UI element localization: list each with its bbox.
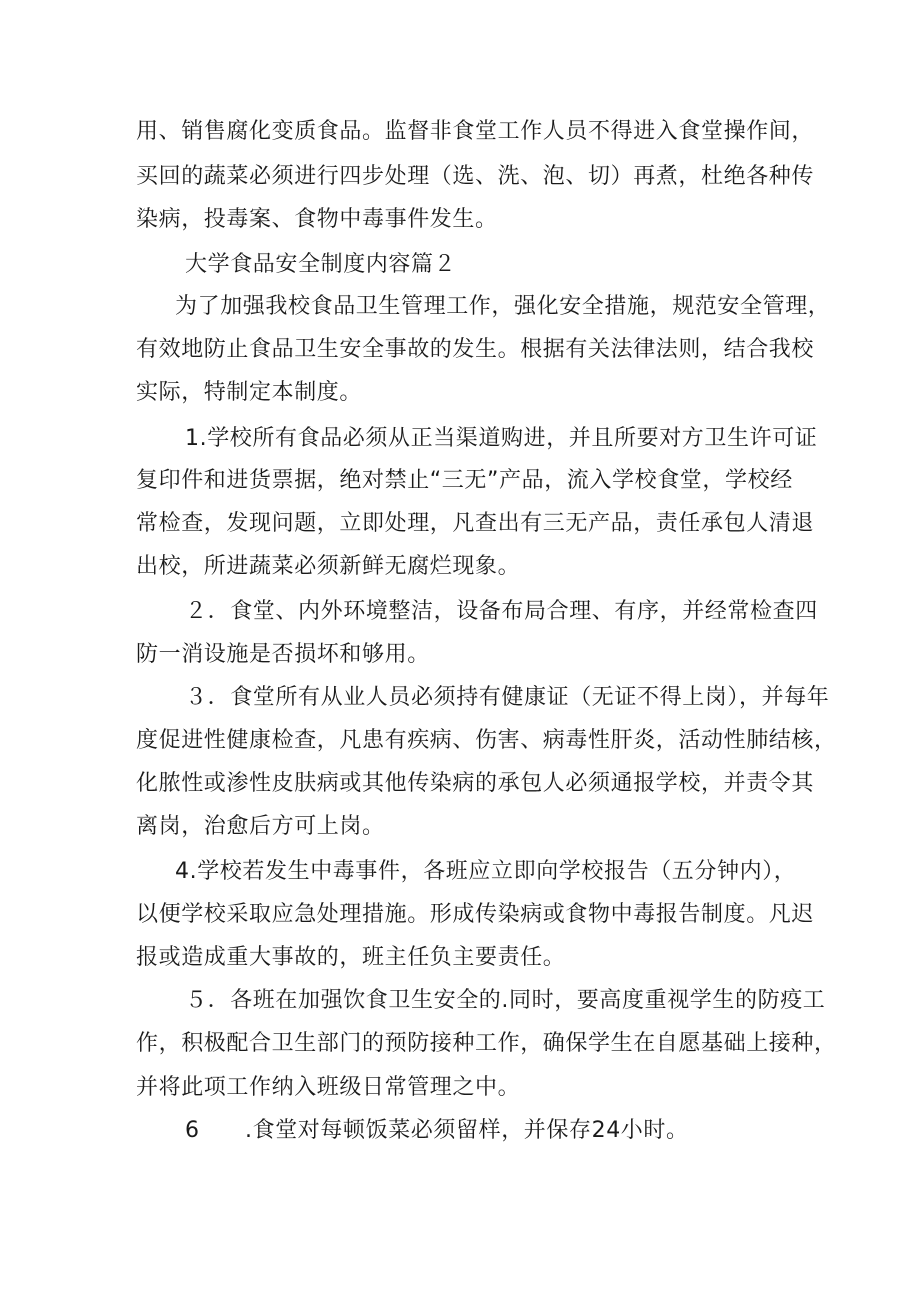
- list-item-line: 复印件和进货票据，绝对禁止“三无”产品，流入学校食堂，学校经: [136, 468, 793, 493]
- list-item-line: ５．各班在加强饮食卫生安全的.同时，要高度重视学生的防疫工: [185, 988, 826, 1013]
- list-item-line: ３．食堂所有从业人员必须持有健康证（无证不得上岗），并每年: [185, 685, 830, 710]
- list-item-line: 离岗，治愈后方可上岗。: [136, 814, 385, 839]
- list-item-line: ２．食堂、内外环境整洁，设备布局合理、有序，并经常检查四: [185, 599, 818, 624]
- list-item-line: 化脓性或渗性皮肤病或其他传染病的承包人必须通报学校，并责令其: [136, 771, 815, 796]
- list-item-line: 1.学校所有食品必须从正当渠道购进，并且所要对方卫生许可证: [185, 426, 818, 451]
- list-item-line: 度促进性健康检查，凡患有疾病、伤害、病毒性肝炎，活动性肺结核，: [136, 728, 837, 753]
- list-item-number: 6: [185, 1118, 200, 1143]
- section-heading: 大学食品安全制度内容篇２: [185, 252, 457, 277]
- paragraph-line: 染病，投毒案、食物中毒事件发生。: [136, 207, 498, 232]
- paragraph-line: 为了加强我校食品卫生管理工作，强化安全措施，规范安全管理，: [175, 294, 831, 319]
- paragraph-line: 买回的蔬菜必须进行四步处理（选、洗、泡、切）再煮，杜绝各种传: [136, 164, 815, 189]
- list-item-line: 作，积极配合卫生部门的预防接种工作，确保学生在自愿基础上接种，: [136, 1031, 837, 1056]
- paragraph-line: 实际，特制定本制度。: [136, 380, 363, 405]
- list-item-line: 出校，所进蔬菜必须新鲜无腐烂现象。: [136, 554, 521, 579]
- list-item-line: 常检查，发现问题，立即处理，凡查出有三无产品，责任承包人清退: [136, 511, 815, 536]
- list-item-line: .食堂对每顿饭菜必须留样，并保存24小时。: [245, 1118, 689, 1143]
- list-item-line: 防一消设施是否损坏和够用。: [136, 642, 430, 667]
- paragraph-line: 有效地防止食品卫生安全事故的发生。根据有关法律法则，结合我校: [136, 337, 815, 362]
- list-item-line: 报或造成重大事故的，班主任负主要责任。: [136, 945, 566, 970]
- list-item-line: 并将此项工作纳入班级日常管理之中。: [136, 1075, 521, 1100]
- list-item-line: 以便学校采取应急处理措施。形成传染病或食物中毒报告制度。凡迟: [136, 902, 815, 927]
- list-item-line: 4.学校若发生中毒事件，各班应立即向学校报告（五分钟内），: [175, 859, 797, 884]
- paragraph-line: 用、销售腐化变质食品。监督非食堂工作人员不得进入食堂操作间，: [136, 119, 815, 144]
